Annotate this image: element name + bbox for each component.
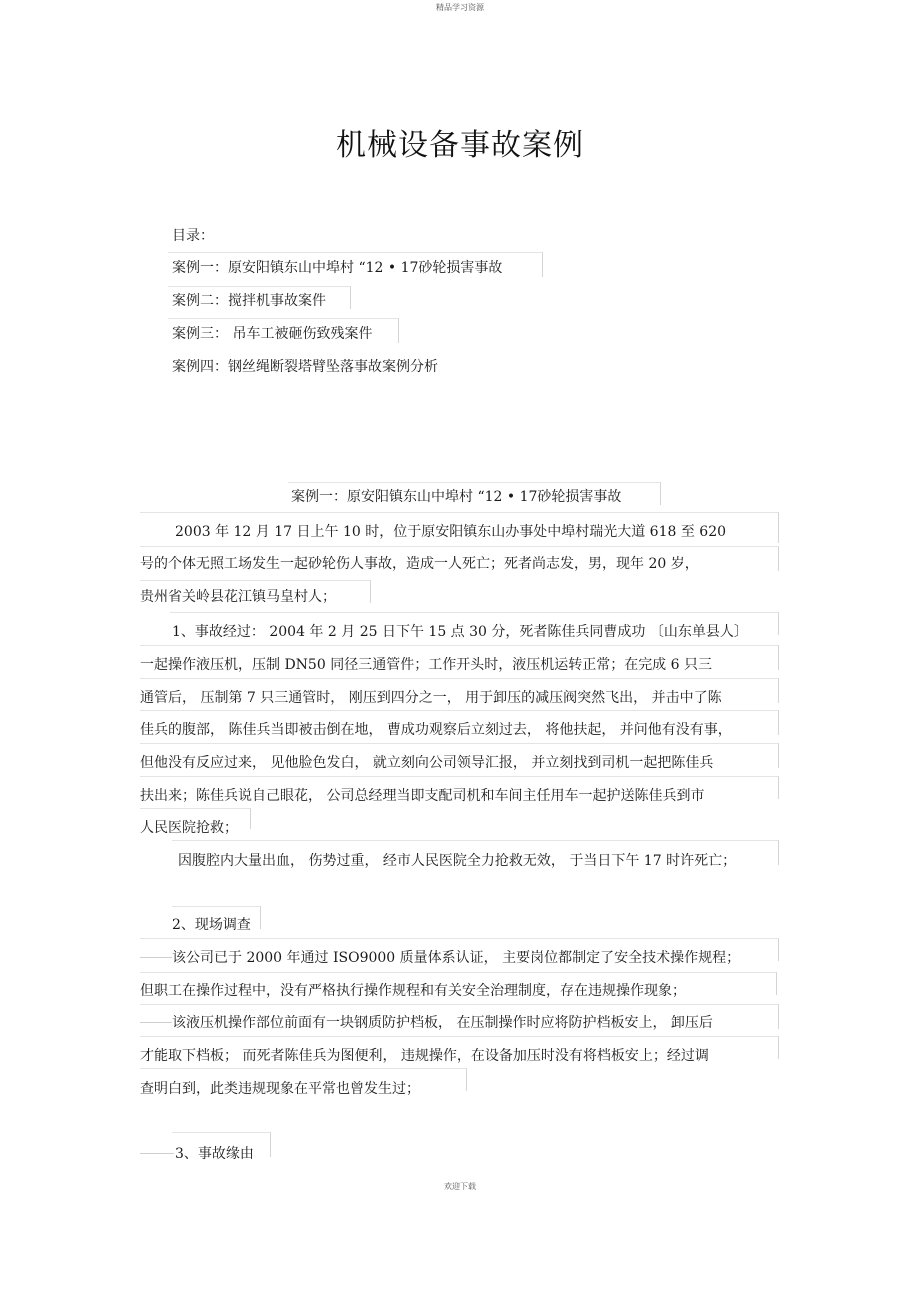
toc-item-3: 案例三： 吊车工被砸伤致残案件	[172, 326, 373, 342]
section1-line-7: 人民医院抢救；	[140, 820, 238, 836]
page-header: 精品学习资源	[436, 3, 484, 12]
section1-line-1: 1、事故经过： 2004 年 2 月 25 日下午 15 点 30 分，死者陈佳兵同曹成功 〔山东单县人〕	[172, 624, 748, 640]
section1-line-5: 但他没有反应过来， 见他脸色发白， 就立刻向公司领导汇报， 并立刻找到司机一起把陈佳兵	[140, 755, 714, 771]
section3-heading: 3、事故缘由	[175, 1146, 254, 1162]
section2-line-4: 才能取下档板； 而死者陈佳兵为图便利， 违规操作，在设备加压时没有将档板安上；经过调	[140, 1048, 709, 1064]
section1-line-4: 佳兵的腹部， 陈佳兵当即被击倒在地， 曹成功观察后立刻过去， 将他扶起， 并问他有没有事，	[140, 722, 732, 738]
section1-line-6: 扶出来；陈佳兵说自己眼花， 公司总经理当即支配司机和车间主任用车一起护送陈佳兵到市	[140, 788, 705, 804]
section1-line-8: 因腹腔内大量出血， 伤势过重， 经市人民医院全力抢救无效， 于当日下午 17 时许死亡；	[178, 853, 737, 869]
toc-label: 目录：	[172, 228, 214, 244]
toc-item-2: 案例二：搅拌机事故案件	[172, 293, 326, 309]
section1-line-2: 一起操作液压机，压制 DN50 同径三通管件；工作开头时，液压机运转正常；在完成 6 只三	[140, 657, 712, 673]
toc-item-4: 案例四：钢丝绳断裂塔臂坠落事故案例分析	[172, 359, 438, 375]
intro-line-2: 号的个体无照工场发生一起砂轮伤人事故，造成一人死亡；死者尚志发，男，现年 20 岁，	[140, 556, 699, 572]
section2-line-1: 该公司已于 2000 年通过 ISO9000 质量体系认证， 主要岗位都制定了安全技术操作规程；	[172, 950, 741, 966]
section3-indent-mark	[140, 1153, 174, 1154]
section2-indent-mark-1	[140, 957, 172, 958]
toc-item-1: 案例一：原安阳镇东山中埠村 “12 • 17砂轮损害事故	[172, 260, 503, 276]
page-title: 机械设备事故案例	[336, 128, 584, 163]
section2-line-3: 该液压机操作部位前面有一块钢质防护档板， 在压制操作时应将防护档板安上， 卸压后	[172, 1015, 713, 1031]
section2-line-2: 但职工在操作过程中，没有严格执行操作规程和有关安全治理制度，存在违规操作现象；	[140, 983, 686, 999]
section2-heading: 2、现场调查	[172, 917, 251, 933]
section2-indent-mark-2	[140, 1022, 172, 1023]
intro-line-1: 2003 年 12 月 17 日上午 10 时，位于原安阳镇东山办事处中埠村瑞光大道 618 至 620	[175, 524, 727, 540]
section2-line-5: 查明白到，此类违规现象在平常也曾发生过；	[140, 1081, 420, 1097]
case1-heading: 案例一：原安阳镇东山中埠村 “12 • 17砂轮损害事故	[291, 489, 622, 505]
page-footer: 欢迎下载	[444, 1182, 476, 1191]
intro-line-3: 贵州省关岭县花江镇马皇村人；	[140, 589, 336, 605]
section1-line-3: 通管后， 压制第 7 只三通管时， 刚压到四分之一， 用于卸压的减压阀突然飞出， 并击中了陈	[140, 690, 722, 706]
